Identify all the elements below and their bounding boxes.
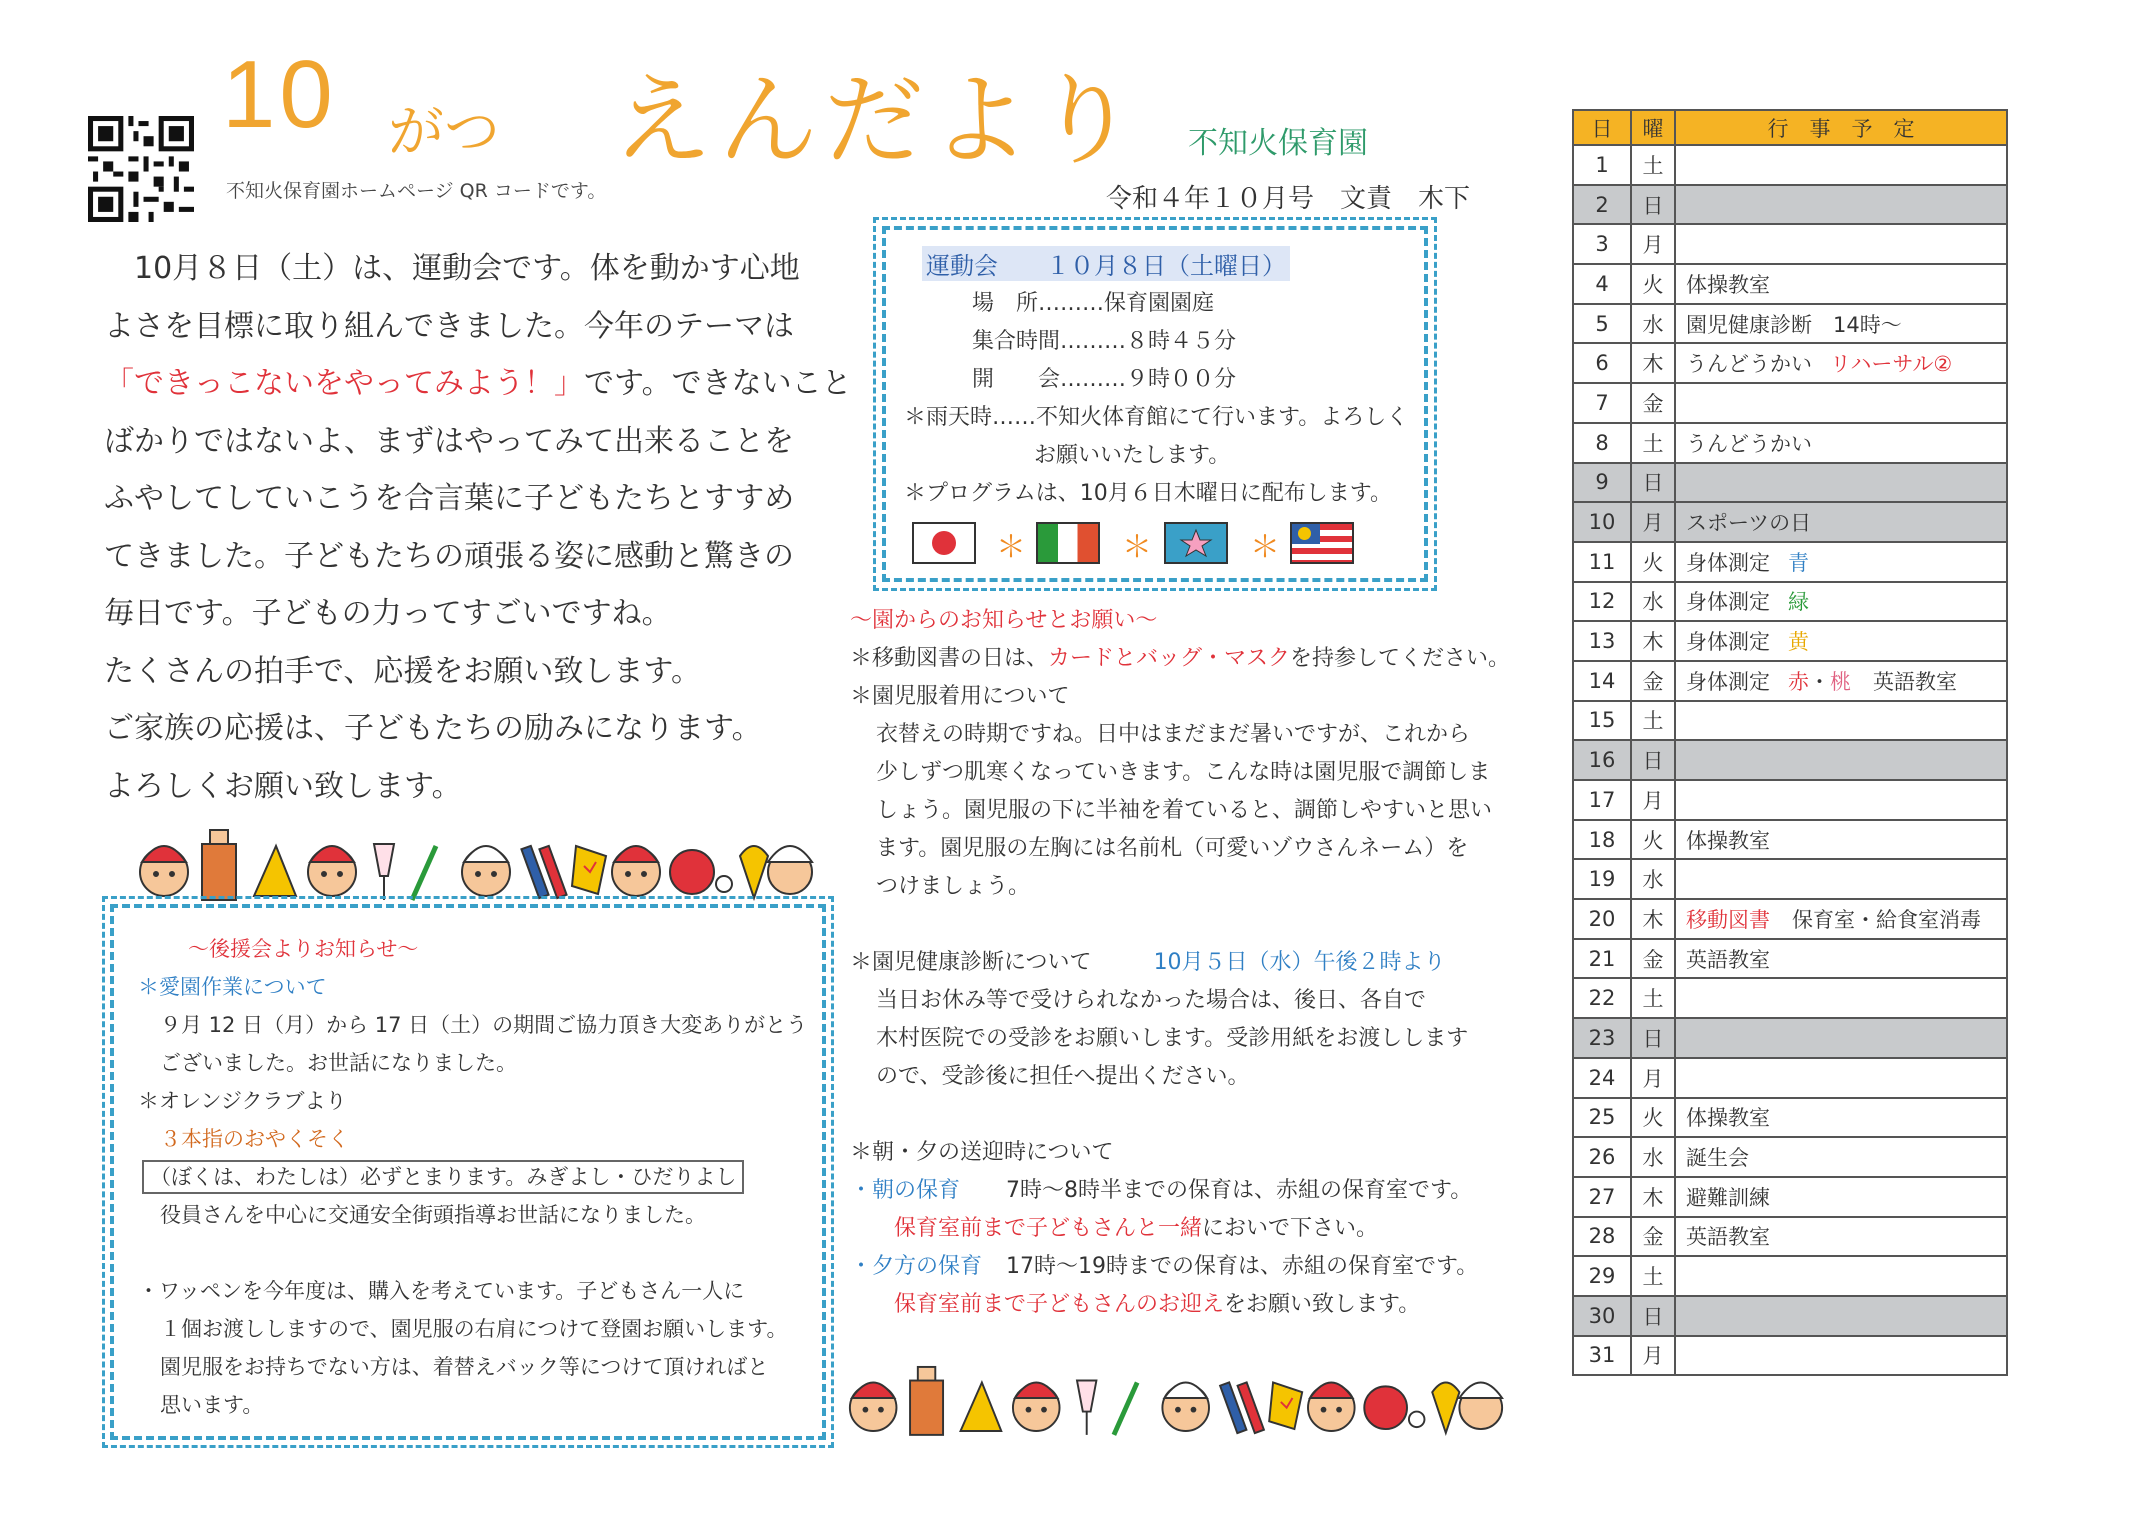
notice-text: 7時～8時半までの保育は、赤組の保育室です。 (1006, 1178, 1473, 1203)
calendar-day: 7 (1573, 383, 1631, 423)
calendar-weekday: 土 (1631, 701, 1675, 741)
calendar-header-day: 日 (1573, 110, 1631, 145)
calendar-weekday: 土 (1631, 423, 1675, 463)
notices-section (850, 602, 1530, 1324)
notice-emphasis: 保育室前まで子どもさんのお迎え (894, 1292, 1225, 1317)
asterisk-icon: ＊ (1250, 530, 1280, 565)
calendar-weekday: 金 (1631, 939, 1675, 979)
title-month-suffix: がつ (388, 100, 500, 165)
calendar-day: 15 (1573, 701, 1631, 741)
calendar-day: 13 (1573, 621, 1631, 661)
calendar-event (1675, 780, 2007, 820)
calendar-weekday: 火 (1631, 820, 1675, 860)
intro-message (104, 240, 852, 815)
event-gather-time: 集合時間………８時４５分 (972, 329, 1237, 354)
calendar-row (1573, 780, 2007, 820)
calendar-row (1573, 820, 2007, 860)
calendar-weekday: 土 (1631, 1256, 1675, 1296)
calendar-row (1573, 939, 2007, 979)
notice-health-line: 木村医院での受診をお願いします。受診用紙をお渡しします (876, 1026, 1469, 1051)
calendar-day: 25 (1573, 1098, 1631, 1138)
calendar-day: 14 (1573, 661, 1631, 701)
title-number: 10 (222, 41, 337, 148)
intro-line: てきました。子どもたちの頑張る姿に感動と驚きの (104, 538, 794, 574)
notice-morning-note (850, 1210, 1530, 1248)
calendar-event (1675, 304, 2007, 344)
calendar-row (1573, 859, 2007, 899)
event-text: 園児健康診断 14時～ (1686, 312, 1902, 337)
calendar-event (1675, 1336, 2007, 1376)
calendar-event (1675, 502, 2007, 542)
calendar-weekday: 金 (1631, 1217, 1675, 1257)
calendar-day: 12 (1573, 582, 1631, 622)
calendar-day: 1 (1573, 145, 1631, 185)
calendar-day: 5 (1573, 304, 1631, 344)
calendar-day: 26 (1573, 1137, 1631, 1177)
calendar-event (1675, 740, 2007, 780)
calendar-event (1675, 264, 2007, 304)
calendar-day: 9 (1573, 463, 1631, 503)
intro-line-rest: です。できないこと (584, 366, 852, 401)
notice-text: ＊移動図書の日は、 (850, 646, 1049, 671)
notice-uniform-line: ます。園児服の左胸には名前札（可愛いゾウさんネーム）を (876, 836, 1469, 861)
three-finger-promise: ３本指のおやくそく (160, 1127, 349, 1151)
calendar-header-row (1573, 110, 2007, 145)
calendar-day: 16 (1573, 740, 1631, 780)
event-text: スポーツの日 (1686, 511, 1812, 536)
intro-line: よろしくお願い致します。 (104, 768, 462, 804)
calendar-day: 24 (1573, 1058, 1631, 1098)
event-text: 英語教室 (1686, 1225, 1770, 1250)
support-line: 園児服をお持ちでない方は、着替えバック等につけて頂ければと (160, 1355, 769, 1379)
calendar-row (1573, 621, 2007, 661)
calendar-weekday: 月 (1631, 780, 1675, 820)
notice-text: においで下さい。 (1202, 1216, 1379, 1241)
calendar-row (1573, 463, 2007, 503)
event-place: 場 所………保育園園庭 (972, 291, 1215, 316)
notice-text: を持参してください。 (1290, 646, 1511, 671)
calendar-weekday: 金 (1631, 661, 1675, 701)
calendar-day: 29 (1573, 1256, 1631, 1296)
notice-uniform-line: しょう。園児服の下に半袖を着ていると、調節しやすいと思い (876, 798, 1493, 823)
calendar-weekday: 火 (1631, 1098, 1675, 1138)
calendar-day: 20 (1573, 899, 1631, 939)
calendar-day: 30 (1573, 1296, 1631, 1336)
event-text: 保育室・給食室消毒 (1792, 907, 1981, 932)
event-open-time: 開 会………９時００分 (972, 367, 1237, 392)
support-line: １個お渡ししますので、園児服の右肩につけて登園お願いします。 (160, 1317, 788, 1341)
event-text: 身体測定 (1686, 590, 1770, 615)
intro-line: 毎日です。子どもの力ってすごいですね。 (104, 596, 672, 631)
asterisk-icon: ＊ (1122, 530, 1152, 565)
calendar-event (1675, 224, 2007, 264)
intro-line (104, 355, 852, 413)
calendar-row (1573, 978, 2007, 1018)
calendar-weekday: 木 (1631, 899, 1675, 939)
notice-uniform-line: つけましょう。 (876, 874, 1031, 899)
notices-heading: ～園からのお知らせとお願い～ (850, 608, 1158, 633)
calendar-weekday: 木 (1631, 1177, 1675, 1217)
calendar-weekday: 水 (1631, 859, 1675, 899)
qr-code-icon[interactable] (88, 116, 194, 222)
calendar-day: 10 (1573, 502, 1631, 542)
event-title: 運動会 １０月８日（土曜日） (922, 246, 1290, 281)
event-rain-note-cont: お願いいたします。 (1034, 443, 1231, 468)
notice-health-line: 当日お休み等で受けられなかった場合は、後日、各自で (876, 988, 1427, 1013)
support-line: ございました。お世話になりました。 (160, 1051, 517, 1075)
calendar-day: 4 (1573, 264, 1631, 304)
calendar-event (1675, 463, 2007, 503)
italy-flag-icon (1036, 522, 1100, 564)
calendar-row (1573, 1018, 2007, 1058)
calendar-row (1573, 423, 2007, 463)
calendar-day: 6 (1573, 343, 1631, 383)
calendar-day: 31 (1573, 1336, 1631, 1376)
notice-text: をお願い致します。 (1224, 1292, 1421, 1317)
calendar-day: 3 (1573, 224, 1631, 264)
malaysia-flag-icon (1290, 522, 1354, 564)
calendar-event (1675, 542, 2007, 582)
notice-uniform-title: ＊園児服着用について (850, 684, 1070, 709)
calendar-row (1573, 1058, 2007, 1098)
calendar-day: 28 (1573, 1217, 1631, 1257)
notice-evening (850, 1248, 1530, 1286)
calendar-day: 17 (1573, 780, 1631, 820)
event-highlight: 桃 (1830, 669, 1851, 694)
event-highlight: 移動図書 (1686, 907, 1770, 932)
event-text: 身体測定 (1686, 669, 1770, 694)
calendar-event (1675, 1058, 2007, 1098)
calendar-event (1675, 423, 2007, 463)
calendar-row (1573, 1177, 2007, 1217)
garden-work-title: ＊愛園作業について (138, 975, 327, 999)
calendar-weekday: 土 (1631, 978, 1675, 1018)
calendar-weekday: 金 (1631, 383, 1675, 423)
health-date: 10月５日（水）午後２時より (1153, 950, 1446, 975)
calendar-day: 18 (1573, 820, 1631, 860)
event-highlight: 青 (1788, 550, 1809, 575)
calendar-row (1573, 582, 2007, 622)
notice-evening-note (850, 1286, 1530, 1324)
calendar-weekday: 日 (1631, 740, 1675, 780)
calendar-row (1573, 1336, 2007, 1376)
notice-health-title (850, 944, 1530, 982)
event-highlight: リハーサル② (1830, 352, 1953, 377)
calendar-weekday: 土 (1631, 145, 1675, 185)
calendar-event (1675, 1018, 2007, 1058)
calendar-event (1675, 661, 2007, 701)
calendar-row (1573, 542, 2007, 582)
calendar-event (1675, 383, 2007, 423)
intro-line: ふやしてしていこうを合言葉に子どもたちとすすめ (104, 481, 795, 516)
calendar-row (1573, 1296, 2007, 1336)
calendar-day: 27 (1573, 1177, 1631, 1217)
notice-morning (850, 1172, 1530, 1210)
calendar-event (1675, 1098, 2007, 1138)
notice-items: カードとバッグ・マスク (1048, 646, 1291, 671)
calendar-row (1573, 502, 2007, 542)
notice-health-line: ので、受診後に担任へ提出ください。 (876, 1064, 1250, 1089)
newsletter-title: えんだより (612, 62, 1142, 179)
calendar-weekday: 日 (1631, 1296, 1675, 1336)
calendar-weekday: 木 (1631, 343, 1675, 383)
calendar-event (1675, 701, 2007, 741)
calendar-event (1675, 1177, 2007, 1217)
calendar-event (1675, 145, 2007, 185)
calendar-event (1675, 859, 2007, 899)
event-text: 体操教室 (1686, 272, 1770, 297)
intro-line: ご家族の応援は、子どもたちの励みになります。 (104, 711, 762, 746)
event-text: うんどうかい (1686, 431, 1812, 456)
calendar-row (1573, 701, 2007, 741)
event-text: 体操教室 (1686, 1106, 1770, 1131)
event-text: 避難訓練 (1686, 1185, 1770, 1210)
event-highlight: 黄 (1788, 630, 1809, 655)
notice-text: ＊園児健康診断について (850, 950, 1092, 975)
calendar-event (1675, 343, 2007, 383)
event-text: うんどうかい (1686, 352, 1812, 377)
event-text: 身体測定 (1686, 550, 1770, 575)
event-program-note: ＊プログラムは、10月６日木曜日に配布します。 (904, 481, 1393, 506)
star-flag-icon (1164, 522, 1228, 564)
calendar-weekday: 水 (1631, 304, 1675, 344)
kids-illustration-icon (136, 816, 816, 908)
theme-text: 「できっこないをやってみよう！」 (104, 366, 584, 401)
calendar-weekday: 日 (1631, 185, 1675, 225)
notice-mobile-library (850, 640, 1530, 678)
event-separator: ・ (1809, 669, 1830, 694)
calendar-event (1675, 1217, 2007, 1257)
calendar-event (1675, 899, 2007, 939)
intro-line: ばかりではないよ、まずはやってみて出来ることを (104, 423, 794, 459)
calendar-weekday: 水 (1631, 582, 1675, 622)
morning-label: ・朝の保育 (850, 1178, 961, 1203)
calendar-row (1573, 1137, 2007, 1177)
calendar-row (1573, 661, 2007, 701)
issue-info: 令和４年１０月号 文責 木下 (1106, 184, 1471, 214)
qr-caption: 不知火保育園ホームページ QR コードです。 (226, 180, 607, 202)
calendar-row (1573, 383, 2007, 423)
calendar-weekday: 火 (1631, 542, 1675, 582)
calendar-row (1573, 224, 2007, 264)
calendar-weekday: 月 (1631, 1058, 1675, 1098)
calendar-day: 23 (1573, 1018, 1631, 1058)
calendar-day: 2 (1573, 185, 1631, 225)
calendar-event (1675, 1296, 2007, 1336)
calendar-row (1573, 304, 2007, 344)
calendar-weekday: 日 (1631, 463, 1675, 503)
support-content (138, 930, 807, 1424)
calendar-weekday: 木 (1631, 621, 1675, 661)
intro-line: よさを目標に取り組んできました。今年のテーマは (104, 308, 794, 344)
calendar-weekday: 日 (1631, 1018, 1675, 1058)
calendar-row (1573, 740, 2007, 780)
notice-text: 17時～19時までの保育は、赤組の保育室です。 (1006, 1254, 1479, 1279)
calendar-day: 8 (1573, 423, 1631, 463)
school-name: 不知火保育園 (1188, 126, 1368, 161)
calendar-day: 19 (1573, 859, 1631, 899)
calendar-header-events: 行 事 予 定 (1675, 110, 2007, 145)
notice-pickup-title: ＊朝・夕の送迎時について (850, 1140, 1114, 1165)
calendar-day: 22 (1573, 978, 1631, 1018)
calendar-event (1675, 582, 2007, 622)
event-rain-note: ＊雨天時……不知火体育館にて行います。よろしく (904, 405, 1409, 430)
calendar-weekday: 月 (1631, 502, 1675, 542)
notice-uniform-line: 少しずつ肌寒くなっていきます。こんな時は園児服で調節しま (876, 760, 1491, 785)
calendar-row (1573, 1217, 2007, 1257)
asterisk-icon: ＊ (996, 530, 1026, 565)
support-heading: ～後援会よりお知らせ～ (188, 937, 419, 961)
calendar-event (1675, 1256, 2007, 1296)
support-line: ９月 12 日（月）から 17 日（土）の期間ご協力頂き大変ありがとう (160, 1013, 808, 1037)
calendar-row (1573, 1098, 2007, 1138)
event-text: 誕生会 (1686, 1146, 1749, 1171)
calendar-weekday: 火 (1631, 264, 1675, 304)
calendar-weekday: 水 (1631, 1137, 1675, 1177)
event-text: 英語教室 (1873, 669, 1957, 694)
calendar-row (1573, 899, 2007, 939)
calendar-event (1675, 1137, 2007, 1177)
calendar-day: 21 (1573, 939, 1631, 979)
calendar-body (1573, 145, 2007, 1375)
sports-day-box (882, 226, 1428, 582)
calendar-row (1573, 264, 2007, 304)
promise-text: （ぼくは、わたしは）必ずとまります。みぎよし・ひだりよし (142, 1160, 744, 1194)
evening-label: ・夕方の保育 (850, 1254, 983, 1279)
japan-flag-icon (912, 522, 976, 564)
calendar-weekday: 月 (1631, 1336, 1675, 1376)
calendar-event (1675, 939, 2007, 979)
intro-line: たくさんの拍手で、応援をお願い致します。 (104, 653, 701, 689)
calendar-header-weekday: 曜 (1631, 110, 1675, 145)
calendar-event (1675, 820, 2007, 860)
patch-notice: ・ワッペンを今年度は、購入を考えています。子どもさん一人に (138, 1279, 745, 1303)
event-calendar (1572, 109, 2008, 1376)
support-association-box (110, 904, 826, 1440)
calendar-row (1573, 343, 2007, 383)
orange-club-title: ＊オレンジクラブより (138, 1089, 347, 1113)
calendar-event (1675, 978, 2007, 1018)
event-highlight: 赤 (1788, 669, 1809, 694)
notice-uniform-line: 衣替えの時期ですね。日中はまだまだ暑いですが、これから (876, 722, 1471, 747)
event-text: 体操教室 (1686, 828, 1770, 853)
calendar-event (1675, 185, 2007, 225)
calendar-day: 11 (1573, 542, 1631, 582)
calendar-row (1573, 185, 2007, 225)
event-text: 身体測定 (1686, 630, 1770, 655)
intro-line: 10月８日（土）は、運動会です。体を動かす心地 (134, 251, 800, 286)
support-line: 思います。 (160, 1393, 264, 1417)
kids-illustration-icon (846, 1352, 1506, 1444)
calendar-row (1573, 145, 2007, 185)
calendar-weekday: 月 (1631, 224, 1675, 264)
calendar-row (1573, 1256, 2007, 1296)
support-line: 役員さんを中心に交通安全街頭指導お世話になりました。 (160, 1203, 706, 1227)
notice-emphasis: 保育室前まで子どもさんと一緒 (894, 1216, 1203, 1241)
event-highlight: 緑 (1788, 590, 1809, 615)
event-text: 英語教室 (1686, 947, 1770, 972)
calendar-event (1675, 621, 2007, 661)
